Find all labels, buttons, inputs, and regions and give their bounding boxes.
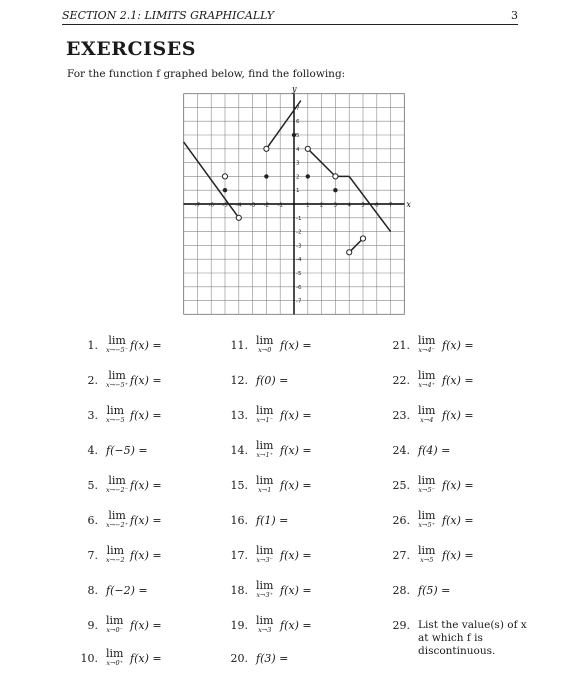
function-expression: f(x) = — [280, 339, 312, 352]
function-expression: f(x) = — [130, 652, 162, 665]
limit-operator — [106, 615, 123, 634]
function-expression: f(x) = — [130, 374, 162, 387]
y-tick-label: 2 — [296, 174, 300, 181]
limit-subscript: x→5 — [420, 556, 434, 564]
function-expression: f(x) = — [280, 584, 312, 597]
exercise-number: 29. — [392, 619, 410, 632]
exercise-item — [80, 580, 250, 600]
y-tick-label: -6 — [296, 284, 302, 291]
limit-word: lim — [106, 647, 124, 660]
function-expression: f(x) = — [130, 339, 162, 352]
limit-operator — [106, 475, 128, 494]
x-tick-label: -1 — [277, 202, 283, 209]
exercise-item — [230, 615, 400, 635]
function-value-expression: f(1) = — [256, 514, 289, 527]
limit-operator — [106, 648, 123, 667]
limit-subscript: x→−5 — [106, 416, 125, 424]
x-tick-label: 4 — [347, 202, 351, 209]
exercise-item — [230, 405, 400, 425]
limit-operator — [418, 545, 435, 564]
exercise-item — [230, 580, 400, 600]
exercise-number: 15. — [230, 479, 248, 492]
x-tick-label: 2 — [319, 202, 324, 209]
exercise-number: 8. — [87, 584, 98, 597]
limit-subscript: x→5⁻ — [418, 486, 436, 494]
exercise-item — [80, 510, 250, 530]
limit-operator — [418, 370, 435, 389]
function-expression: f(x) = — [280, 409, 312, 422]
exercise-number: 4. — [87, 444, 98, 457]
function-expression: f(x) = — [280, 619, 312, 632]
limit-operator — [256, 580, 273, 599]
function-value-expression: f(0) = — [256, 374, 289, 387]
open-point — [333, 174, 338, 179]
exercise-item — [80, 370, 250, 390]
exercise-item — [230, 370, 400, 390]
exercise-number: 6. — [87, 514, 98, 527]
limit-operator — [418, 475, 435, 494]
limit-word: lim — [108, 334, 126, 347]
limit-subscript: x→5⁺ — [418, 521, 436, 529]
exercise-number: 18. — [230, 584, 248, 597]
y-tick-label: 4 — [296, 146, 300, 153]
limit-subscript: x→1⁻ — [256, 416, 274, 424]
limit-subscript: x→3⁺ — [256, 591, 274, 599]
open-point — [222, 174, 227, 179]
function-expression: f(x) = — [130, 549, 162, 562]
x-tick-label: -6 — [208, 202, 214, 209]
limit-operator — [256, 405, 273, 424]
x-tick-label: -7 — [194, 202, 201, 209]
closed-point — [292, 133, 296, 137]
limit-subscript: x→3⁻ — [256, 556, 274, 564]
y-tick-label: -3 — [296, 243, 302, 250]
function-expression: f(x) = — [442, 409, 474, 422]
limit-operator — [256, 335, 273, 354]
exercise-number: 27. — [392, 549, 410, 562]
x-tick-label: -3 — [249, 202, 256, 209]
x-tick-label: -4 — [236, 202, 242, 209]
closed-point — [264, 174, 268, 178]
limit-word: lim — [106, 544, 125, 557]
function-expression: f(x) = — [130, 514, 162, 527]
page-number: 3 — [511, 9, 518, 22]
limit-operator — [106, 545, 125, 564]
y-tick-label: 1 — [296, 188, 300, 195]
exercise-number: 25. — [392, 479, 410, 492]
limit-subscript: x→−5⁻ — [106, 346, 129, 354]
exercise-item — [392, 475, 562, 495]
function-expression: f(x) = — [442, 374, 474, 387]
limit-operator — [106, 510, 128, 529]
y-tick-label: -1 — [296, 215, 302, 222]
limit-subscript: x→4 — [420, 416, 434, 424]
exercise-item — [80, 545, 250, 565]
exercise-item — [230, 475, 400, 495]
exercise-number: 14. — [230, 444, 248, 457]
section-title: SECTION 2.1: LIMITS GRAPHICALLY — [62, 9, 275, 22]
function-expression: f(x) = — [280, 549, 312, 562]
exercise-item — [230, 648, 400, 668]
exercise-number: 19. — [230, 619, 248, 632]
function-expression: f(x) = — [442, 479, 474, 492]
function-expression: f(x) = — [280, 479, 312, 492]
limit-operator — [418, 510, 435, 529]
function-expression: f(x) = — [130, 479, 162, 492]
instruction-text: For the function f graphed below, find the following: — [67, 68, 346, 80]
exercise-number: 9. — [87, 619, 98, 632]
limit-subscript: x→3 — [258, 626, 272, 634]
exercise-number: 17. — [230, 549, 248, 562]
limit-word: lim — [256, 544, 274, 557]
y-tick-label: 6 — [296, 119, 300, 126]
limit-subscript: x→−2⁺ — [106, 521, 129, 529]
exercise-item — [392, 405, 562, 425]
exercise-item — [80, 405, 250, 425]
limit-word: lim — [108, 369, 126, 382]
limit-word: lim — [256, 439, 274, 452]
function-expression: f(x) = — [280, 444, 312, 457]
limit-word: lim — [418, 404, 436, 417]
exercise-item — [392, 580, 562, 600]
x-tick-label: -2 — [263, 202, 270, 209]
limit-word: lim — [108, 509, 126, 522]
x-tick-label: -5 — [222, 202, 228, 209]
exercise-item — [392, 510, 562, 530]
exercise-item — [80, 440, 250, 460]
exercise-number: 22. — [392, 374, 410, 387]
exercise-item — [392, 440, 562, 460]
limit-operator — [418, 335, 435, 354]
y-tick-label: -4 — [296, 257, 302, 264]
exercise-number: 1. — [87, 339, 98, 352]
limit-subscript: x→1 — [258, 486, 272, 494]
limit-word: lim — [106, 614, 124, 627]
exercise-number: 24. — [392, 444, 410, 457]
limit-operator — [106, 405, 125, 424]
function-expression: f(x) = — [130, 409, 162, 422]
exercise-item — [80, 335, 250, 355]
function-expression: f(x) = — [442, 514, 474, 527]
exercise-number: 2. — [87, 374, 98, 387]
x-tick-label: 6 — [375, 202, 379, 209]
limit-subscript: x→0⁻ — [106, 626, 124, 634]
limit-word: lim — [418, 474, 436, 487]
x-tick-label: 5 — [361, 202, 365, 209]
y-tick-label: 7 — [296, 105, 300, 112]
x-axis-label: x — [406, 200, 411, 209]
y-tick-label: -5 — [296, 271, 302, 277]
exercise-number: 12. — [230, 374, 248, 387]
exercise-number: 20. — [230, 652, 248, 665]
closed-point — [223, 188, 227, 192]
limit-word: lim — [256, 474, 274, 487]
limit-word: lim — [256, 579, 274, 592]
exercise-item — [80, 648, 250, 668]
exercise-item — [230, 335, 400, 355]
exercise-item — [392, 370, 562, 390]
function-graph — [168, 86, 420, 322]
exercises-heading: EXERCISES — [66, 38, 196, 60]
limit-subscript: x→0⁺ — [106, 659, 124, 667]
y-tick-label: 3 — [296, 160, 300, 167]
limit-word: lim — [418, 369, 436, 382]
limit-word: lim — [256, 614, 274, 627]
limit-word: lim — [256, 334, 274, 347]
x-tick-label: 7 — [388, 202, 393, 209]
exercise-number: 23. — [392, 409, 410, 422]
function-value-expression: f(−5) = — [106, 444, 148, 457]
exercise-number: 26. — [392, 514, 410, 527]
limit-subscript: x→4⁻ — [418, 346, 436, 354]
limit-operator — [106, 335, 128, 354]
exercise-number: 16. — [230, 514, 248, 527]
limit-word: lim — [418, 544, 436, 557]
exercise-number: 10. — [80, 652, 98, 665]
limit-operator — [256, 545, 273, 564]
exercise-number: 3. — [87, 409, 98, 422]
exercise-item — [392, 545, 562, 565]
limit-subscript: x→−2⁻ — [106, 486, 129, 494]
exercise-item — [80, 475, 250, 495]
function-expression: f(x) = — [442, 549, 474, 562]
limit-word: lim — [106, 404, 125, 417]
y-tick-label: 5 — [296, 133, 300, 139]
y-tick-label: -7 — [296, 298, 302, 305]
function-expression: f(x) = — [442, 339, 474, 352]
exercise-number: 5. — [87, 479, 98, 492]
open-point — [236, 215, 241, 220]
graph-axes — [184, 94, 405, 315]
function-value-expression: f(3) = — [256, 652, 289, 665]
function-value-expression: f(−2) = — [106, 584, 148, 597]
y-axis-label: y — [292, 86, 297, 94]
limit-operator — [418, 405, 435, 424]
limit-subscript: x→0 — [258, 346, 272, 354]
limit-word: lim — [108, 474, 126, 487]
limit-operator — [106, 370, 128, 389]
closed-point — [333, 188, 337, 192]
limit-subscript: x→4⁺ — [418, 381, 436, 389]
limit-subscript: x→1⁺ — [256, 451, 274, 459]
limit-operator — [256, 475, 273, 494]
exercise-item — [80, 615, 250, 635]
limit-operator — [256, 440, 273, 459]
x-tick-label: 3 — [333, 202, 338, 209]
function-expression: f(x) = — [130, 619, 162, 632]
function-value-expression: f(4) = — [418, 444, 451, 457]
exercise-number: 13. — [230, 409, 248, 422]
exercise-item — [230, 545, 400, 565]
limit-subscript: x→−2 — [106, 556, 125, 564]
closed-point — [306, 174, 310, 178]
limit-operator — [256, 615, 273, 634]
exercise-number: 28. — [392, 584, 410, 597]
open-point — [360, 236, 365, 241]
page-header — [62, 8, 518, 25]
exercise-item — [392, 615, 562, 657]
question-text: List the value(s) of x at which f is discontinuous. — [418, 619, 527, 657]
open-point — [305, 146, 310, 151]
open-point — [347, 250, 352, 255]
limit-word: lim — [418, 509, 436, 522]
exercise-number: 21. — [392, 339, 410, 352]
open-point — [264, 146, 269, 151]
exercise-number: 7. — [87, 549, 98, 562]
x-tick-label: 1 — [306, 202, 310, 209]
exercise-number: 11. — [230, 339, 248, 352]
limit-word: lim — [418, 334, 436, 347]
exercise-item — [392, 335, 562, 355]
y-tick-label: -2 — [296, 229, 302, 236]
exercise-item — [230, 510, 400, 530]
limit-subscript: x→−5⁺ — [106, 381, 129, 389]
exercise-item — [230, 440, 400, 460]
function-value-expression: f(5) = — [418, 584, 451, 597]
limit-word: lim — [256, 404, 274, 417]
